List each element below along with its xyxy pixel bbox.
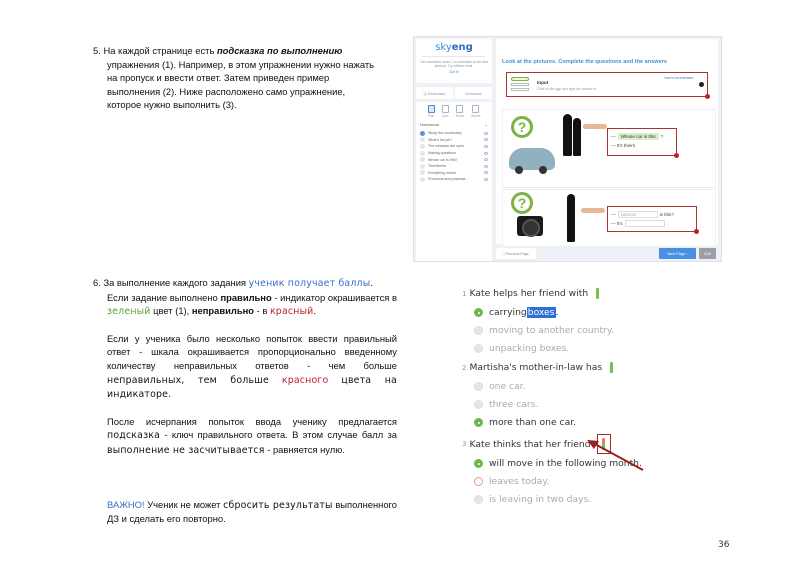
section-5-emphasis: подсказка по выполнению [216,45,343,56]
option[interactable]: three cars. [474,399,538,410]
section-6-heading: 6. За выполнение каждого задания ученик получает баллы. [93,277,373,289]
example-card [502,109,716,188]
task-answer-box: — camera is this? — It's . [607,206,697,232]
mode-tabs [418,105,490,118]
homework-header[interactable] [420,122,488,127]
paragraph-important: ВАЖНО! Ученик не может сбросить результаты выполненного ДЗ и сделать его повторно. [107,498,397,525]
section-5-number: 5. [93,45,101,56]
question-3: 3 Kate thinks that her friend [462,434,611,454]
option[interactable]: leaves today. [474,476,549,487]
lesson-item[interactable]: Making questions [418,150,490,157]
next-page-button[interactable]: Next Page › [659,248,696,259]
marker-3 [694,229,699,234]
lesson-item[interactable]: The windows are open [418,143,490,150]
eye-icon [484,152,488,155]
paragraph-hint: После исчерпания попыток ввода ученику предлагается подсказка - ключ правильного ответа. В этом случае балл за выполнение не засчитывается - равняется нулю. [107,415,398,456]
homework-label: Homework [420,122,440,127]
tab-quiz[interactable]: Quiz [442,105,449,118]
lesson-item[interactable]: Whose car is this? [418,156,490,163]
marker-2 [674,153,679,158]
score-indicator [596,288,599,299]
option[interactable]: unpacking boxes. [474,343,569,354]
hint-subtitle: Click on the gap and type the answer in [537,87,597,91]
tab-plan[interactable]: Plan [428,105,435,118]
logo-card [416,39,492,83]
question-2: 2 Martisha's mother-in-law has [462,362,613,373]
example-answer-box: — Whose car is this ? — It's theirs. [607,128,677,156]
option[interactable]: is leaving in two days. [474,494,591,505]
eye-icon [484,132,488,135]
eye-icon [484,158,488,161]
tip-link[interactable]: Got it! [449,70,459,75]
skyeng-logo: skyeng [435,42,473,53]
plan-icon [428,105,435,113]
exit-button[interactable]: Exit [699,248,716,259]
how-to-link[interactable]: How to do exercises [664,76,693,80]
tool-row [416,87,492,99]
option[interactable]: moving to another country. [474,325,614,336]
page-number: 36 [718,540,730,550]
eye-icon [484,145,488,148]
section-5-line: которое нужно выполнить (3). [107,99,237,111]
car-image [509,148,555,170]
book-icon [472,105,479,113]
gap-input[interactable] [625,220,665,227]
hint-title: Input [537,80,549,85]
lesson-item[interactable]: Everything mixed [418,170,490,177]
chevron-down-icon: ⌄ [484,122,488,127]
lesson-item[interactable]: Pronouns and possessi... [418,176,490,183]
section-6-text [93,276,397,526]
question-1: 1 Kate helps her friend with [462,288,599,299]
sidebar [416,39,492,261]
radio-correct [474,308,483,317]
question-mark-icon: ? [511,192,533,214]
arrow-icon [585,438,645,472]
previous-page-button[interactable]: ‹ Previous Page [496,248,536,259]
task-card [502,189,716,247]
camera-image [517,216,543,236]
exercise-title: Look at the pictures. Complete the questions and the answers [502,59,668,65]
person-silhouette [567,194,575,242]
paragraph-indicator: Если задание выполнено правильно - индикатор окрашивается в зеленый цвет (1), неправильно - в красный. [107,291,397,318]
tab-notes[interactable]: Notes [456,105,464,118]
pointing-hand [581,208,605,213]
marker-1 [705,94,710,99]
paragraph-attempts: Если у ученика было несколько попыток ввести правильный ответ - шкала окрашивается пропорционально введенному количеству неправильных ответов - чем больше неправильных, тем больше красного цвета на индикаторе. [107,332,397,401]
hint-thumbnail [511,77,529,93]
eye-icon [484,171,488,174]
lesson-item[interactable]: What's his job? [418,137,490,144]
section-5-line: на пропуск и ввести ответ. Затем приведен пример [107,72,330,84]
lesson-panel [416,102,492,262]
option[interactable]: more than one car. [474,417,576,428]
highlight-points: ученик получает баллы [248,278,371,289]
dictionary-button[interactable]: Q Dictionary [416,87,453,99]
grammar-button[interactable]: Grammar [455,87,492,99]
pencil-icon [456,105,463,113]
score-indicator [610,362,613,373]
person-silhouette [573,118,581,156]
section-5-line: упражнения (1). Например, в этом упражнении нужно нажать [107,58,375,70]
gear-icon[interactable] [699,82,704,87]
divider [422,56,486,57]
gap-input[interactable]: camera [618,211,658,218]
section-5-intro: На каждой странице есть [103,45,215,56]
important-label: ВАЖНО! [107,498,145,510]
eye-icon [484,138,488,141]
quiz-icon [442,105,449,113]
eye-icon [484,165,488,168]
option[interactable]: carrying boxes . [474,307,558,318]
tip-text: Get maximum score. Do exercises at the first attempt. Try without hints. [420,60,488,69]
answered-gap: Whose car is this [618,133,659,140]
person-silhouette [563,114,572,156]
option[interactable]: will move in the following month. [474,458,642,469]
lesson-item[interactable]: Study the vocabulary [418,130,490,137]
exercise-screenshot [413,36,722,262]
eye-icon [484,178,488,181]
tab-words[interactable]: Words [471,105,480,118]
lesson-item[interactable]: Their/theirs [418,163,490,170]
option[interactable]: one car. [474,381,526,392]
section-5-line: выполнения (2). Ниже расположено само упражнение, [107,85,346,97]
section-5-text [93,44,393,112]
exercise-main [496,39,718,244]
hint-box [506,72,708,97]
question-mark-icon: ? [511,116,533,138]
exercise-footer [496,247,718,261]
pointing-hand [583,124,607,129]
